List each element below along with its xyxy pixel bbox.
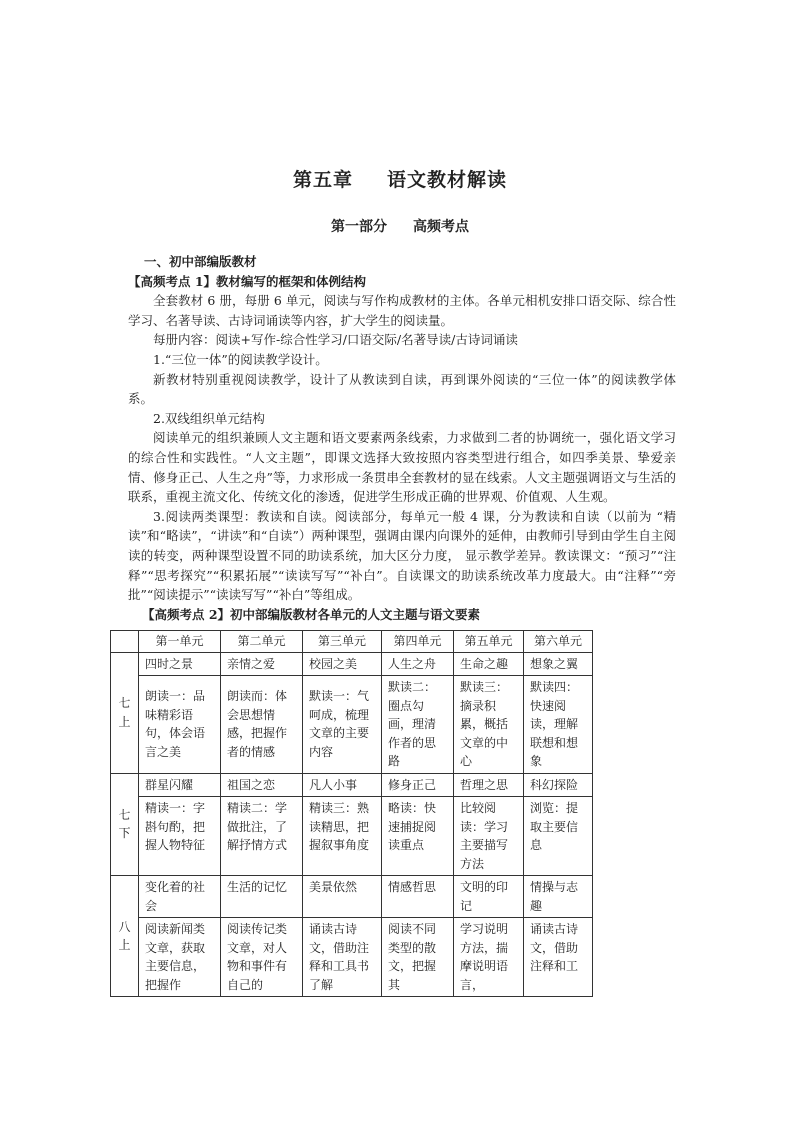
table-row-element [111, 676, 593, 774]
table-header-cell: 第四单元 [382, 631, 454, 653]
element-cell: 朗读一：品味精彩语句，体会语言之美 [139, 676, 221, 774]
grade-char: 八 [118, 919, 131, 934]
paragraph: 3.阅读两类课型：教读和自读。阅读部分，每单元一般 4 课，分为教读和自读（以前为 “精读”和“略读”，“讲读”和“自读”）两种课型，强调由课内向课外的延伸，由教师引导到由学生自主阅读的转变，两种课型设置不同的助读系统，加大区分力度， 显示教学差异。教读课文：“预习”“注释”“思考探究”“积累拓展”“读读写写”“补白”。自读课文的助读系统改革力度最大。由“注释”“旁批”“阅读提示”“读读写写”“补白”等组成。 [128, 508, 676, 603]
theme-cell: 群星闪耀 [139, 773, 221, 797]
element-cell: 朗读而：体会思想情感，把握作者的情感 [221, 676, 303, 774]
paragraph: 每册内容：阅读+写作-综合性学习/口语交际/名著导读/古诗词诵读 [153, 332, 518, 348]
theme-cell: 校园之美 [303, 652, 382, 676]
element-cell: 诵读古诗文，借助注释和工具书了解 [303, 918, 382, 997]
theme-cell: 人生之舟 [382, 652, 454, 676]
paragraph: 2.双线组织单元结构 [153, 410, 265, 426]
grade-char: 上 [118, 714, 131, 729]
theme-cell: 修身正己 [382, 773, 454, 797]
element-cell: 精读三：熟读精思，把握叙事角度 [303, 797, 382, 876]
element-cell: 阅读不同类型的散文，把握其 [382, 918, 454, 997]
part-title [0, 216, 800, 236]
table-header-cell [111, 631, 139, 653]
table-header-cell: 第六单元 [524, 631, 593, 653]
element-cell: 学习说明方法，揣摩说明语言， [454, 918, 524, 997]
part-name: 高频考点 [413, 219, 469, 235]
table-header-cell: 第二单元 [221, 631, 303, 653]
theme-cell: 四时之景 [139, 652, 221, 676]
part-label: 第一部分 [331, 219, 387, 235]
key-point-2-title: 【高频考点 2】初中部编版教材各单元的人文主题与语文要素 [142, 606, 481, 622]
grade-char: 下 [118, 826, 131, 841]
grade-char: 七 [118, 807, 131, 822]
chapter-label: 第五章 [292, 169, 353, 191]
element-cell: 默读二：圈点勾画，理清作者的思路 [382, 676, 454, 774]
document-body [128, 252, 676, 624]
paragraph: 全套教材 6 册，每册 6 单元，阅读与写作构成教材的主体。各单元相机安排口语交际、综合性学习、名著导读、古诗词诵读等内容，扩大学生的阅读量。 [128, 293, 676, 328]
element-cell: 浏览：提取主要信息 [524, 797, 593, 876]
table-row-theme [111, 652, 593, 676]
section-heading: 一、初中部编版教材 [144, 254, 257, 269]
theme-cell: 想象之翼 [524, 652, 593, 676]
theme-cell: 情操与志趣 [524, 876, 593, 918]
element-cell: 阅读传记类文章，对人物和事件有自己的 [221, 918, 303, 997]
table-header-cell: 第三单元 [303, 631, 382, 653]
theme-cell: 变化着的社会 [139, 876, 221, 918]
theme-cell: 凡人小事 [303, 773, 382, 797]
grade-cell [111, 773, 139, 876]
table-row-theme [111, 773, 593, 797]
element-cell: 精读一：字斟句酌，把握人物特征 [139, 797, 221, 876]
chapter-name: 语文教材解读 [387, 169, 508, 191]
paragraph: 新教材特别重视阅读教学，设计了从教读到自读，再到课外阅读的“三位一体”的阅读教学体系。 [128, 371, 676, 407]
chapter-title [0, 165, 800, 192]
grade-char: 七 [118, 696, 131, 710]
theme-cell: 文明的印记 [454, 876, 524, 918]
theme-cell: 哲理之思 [454, 773, 524, 797]
grade-cell [111, 652, 139, 773]
table-header-cell: 第一单元 [139, 631, 221, 653]
element-cell: 默读三：摘录积累，概括文章的中心 [454, 676, 524, 774]
table-header-cell: 第五单元 [454, 631, 524, 653]
element-cell: 略读：快速捕捉阅读重点 [382, 797, 454, 876]
theme-cell: 情感哲思 [382, 876, 454, 918]
table-header-row [111, 631, 593, 653]
element-cell: 诵读古诗文，借助注释和工 [524, 918, 593, 997]
theme-cell: 生活的记忆 [221, 876, 303, 918]
paragraph: 阅读单元的组织兼顾人文主题和语文要素两条线索，力求做到二者的协调统一，强化语文学习的综合性和实践性。“人文主题”，即课文选择大致按照内容类型进行组合，如四季美景、挚爱亲情、修身正己、人生之舟”等，力求形成一条贯串全套教材的显在线索。人文主题强调语文与生活的联系，重视主流文化、传统文化的渗透，促进学生形成正确的世界观、价值观、人生观。 [128, 430, 676, 505]
element-cell: 阅读新闻类文章，获取主要信息，把握作 [139, 918, 221, 997]
theme-cell: 美景依然 [303, 876, 382, 918]
grade-cell [111, 876, 139, 997]
element-cell: 默读四：快速阅读，理解联想和想象 [524, 676, 593, 774]
units-table [110, 630, 593, 997]
element-cell: 默读一：气呵成，梳理文章的主要内容 [303, 676, 382, 774]
key-point-1-title: 【高频考点 1】教材编写的框架和体例结构 [128, 273, 367, 289]
element-cell: 精读二：学做批注，了解抒情方式 [221, 797, 303, 876]
paragraph: 1.“三位一体”的阅读教学设计。 [153, 351, 328, 367]
table-row-element [111, 918, 593, 997]
theme-cell: 祖国之恋 [221, 773, 303, 797]
table-row-theme [111, 876, 593, 918]
theme-cell: 生命之趣 [454, 652, 524, 676]
theme-cell: 科幻探险 [524, 773, 593, 797]
grade-char: 上 [118, 938, 131, 952]
table-row-element [111, 797, 593, 876]
theme-cell: 亲情之爱 [221, 652, 303, 676]
element-cell: 比较阅读：学习主要描写方法 [454, 797, 524, 876]
